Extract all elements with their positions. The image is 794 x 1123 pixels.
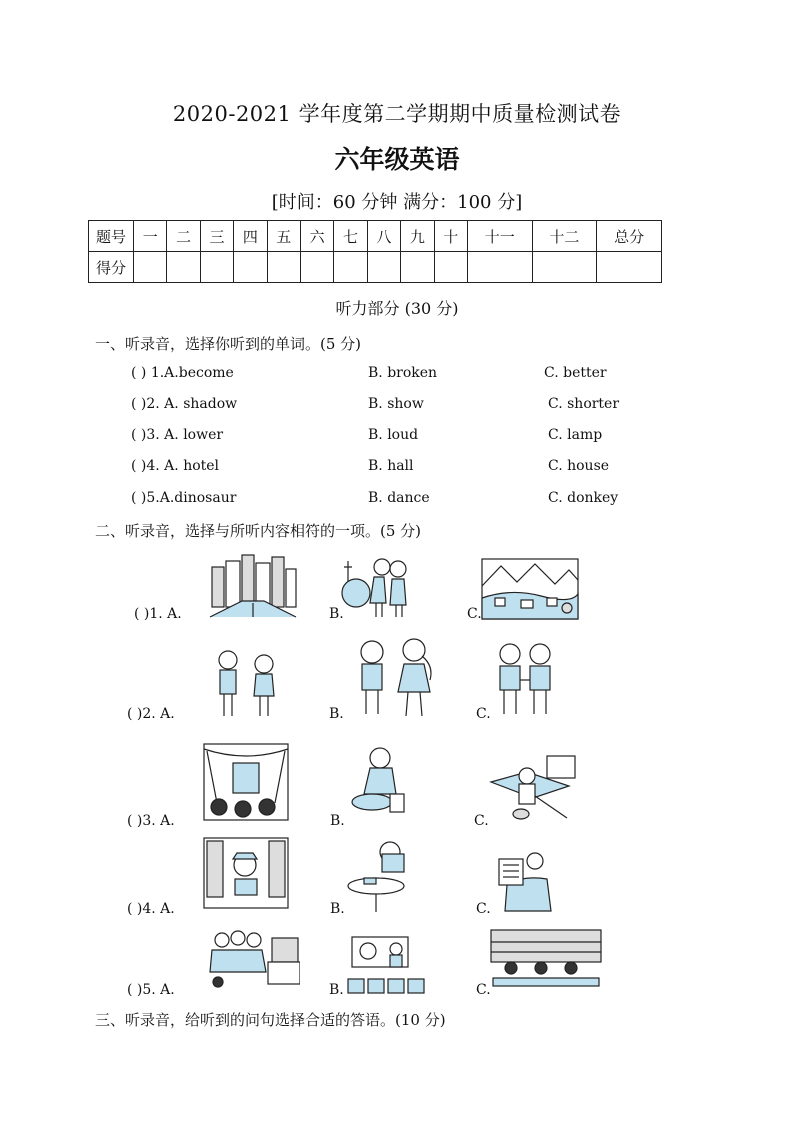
score-cell: 二 [167,221,200,252]
option-c[interactable]: C. donkey [548,490,619,506]
question-number[interactable]: ( )3. A. [127,813,175,829]
option-c[interactable]: C. [476,901,491,917]
section1-heading: 一、听录音，选择你听到的单词。(5 分) [95,335,362,353]
option-c[interactable]: C. shorter [548,396,620,412]
question-number[interactable]: ( ) 1.A.become [131,365,234,381]
question-number[interactable]: ( )5.A.dinosaur [131,490,237,506]
option-b[interactable]: B. [329,606,344,622]
exam-meta: [时间：60 分钟 满分：100 分] [271,192,523,213]
score-table-header-row [89,221,662,252]
part-title: 听力部分 (30 分) [335,299,459,318]
option-c[interactable]: C. [467,606,482,622]
city-street-image[interactable] [208,553,298,619]
score-input-cell[interactable] [401,252,434,283]
audience-watching-show-image[interactable] [203,743,289,821]
question-row [131,365,691,385]
score-cell: 总分 [597,221,662,252]
students-in-classroom-image[interactable] [344,935,428,995]
option-b[interactable]: B. broken [368,365,438,381]
option-c[interactable]: C. [476,982,491,998]
boy-and-girl-with-braids-image[interactable] [350,636,438,718]
two-boys-holding-hands-image[interactable] [494,640,556,716]
score-cell: 十二 [532,221,597,252]
option-b[interactable]: B. [329,706,344,722]
score-cell: 七 [334,221,367,252]
boy-and-girl-talking-image[interactable] [208,648,282,718]
score-input-cell[interactable] [167,252,200,283]
score-cell: 一 [134,221,167,252]
score-input-cell[interactable] [334,252,367,283]
score-input-cell[interactable] [532,252,597,283]
child-washing-clothes-image[interactable] [346,746,408,816]
score-table-score-row [89,252,662,283]
option-c[interactable]: C. better [544,365,607,381]
question-number[interactable]: ( )2. A. shadow [131,396,238,412]
question-number[interactable]: ( )2. A. [127,706,175,722]
question-number[interactable]: ( )4. A. [127,901,175,917]
boy-reading-in-library-image[interactable] [203,837,289,909]
man-reading-newspaper-image[interactable] [493,851,561,915]
question-number[interactable]: ( )3. A. lower [131,427,224,443]
score-input-cell[interactable] [467,252,532,283]
score-input-cell[interactable] [200,252,233,283]
exam-subtitle: 六年级英语 [334,145,460,174]
question-number[interactable]: ( )4. A. hotel [131,458,220,474]
score-cell: 六 [300,221,333,252]
score-input-cell[interactable] [597,252,662,283]
score-input-cell[interactable] [434,252,467,283]
score-input-cell[interactable] [234,252,267,283]
score-input-cell[interactable] [134,252,167,283]
score-input-cell[interactable] [300,252,333,283]
option-b[interactable]: B. [330,813,345,829]
question-number[interactable]: ( )5. A. [127,982,175,998]
question-row [131,427,691,447]
score-cell: 三 [200,221,233,252]
option-b[interactable]: B. [329,982,344,998]
score-table [88,220,662,283]
section2-heading: 二、听录音，选择与所听内容相符的一项。(5 分) [95,522,422,540]
score-cell: 十一 [467,221,532,252]
score-cell: 九 [401,221,434,252]
score-input-cell[interactable] [267,252,300,283]
question-row [131,490,691,510]
girl-reading-at-table-image[interactable] [346,838,418,914]
score-cell: 八 [367,221,400,252]
option-c[interactable]: C. lamp [548,427,603,443]
question-number[interactable]: ( )1. A. [134,606,182,622]
score-cell: 题号 [89,221,134,252]
option-b[interactable]: B. [330,901,345,917]
score-cell: 四 [234,221,267,252]
question-row [131,458,691,478]
family-watching-tv-image[interactable] [208,928,300,990]
score-cell: 得分 [89,252,134,283]
score-input-cell[interactable] [367,252,400,283]
option-c[interactable]: C. [476,706,491,722]
section3-heading: 三、听录音，给听到的问句选择合适的答语。(10 分) [95,1011,446,1029]
option-b[interactable]: B. loud [368,427,419,443]
option-b[interactable]: B. hall [368,458,414,474]
children-with-globe-image[interactable] [340,553,412,619]
option-c[interactable]: C. [474,813,489,829]
option-c[interactable]: C. house [548,458,610,474]
option-b[interactable]: B. dance [368,490,430,506]
child-vacuuming-image[interactable] [487,752,577,822]
question-row [131,396,691,416]
option-b[interactable]: B. show [368,396,424,412]
score-cell: 五 [267,221,300,252]
students-in-library-image[interactable] [489,928,603,996]
score-cell: 十 [434,221,467,252]
countryside-village-image[interactable] [481,558,579,620]
exam-title: 2020-2021 学年度第二学期期中质量检测试卷 [172,102,622,126]
